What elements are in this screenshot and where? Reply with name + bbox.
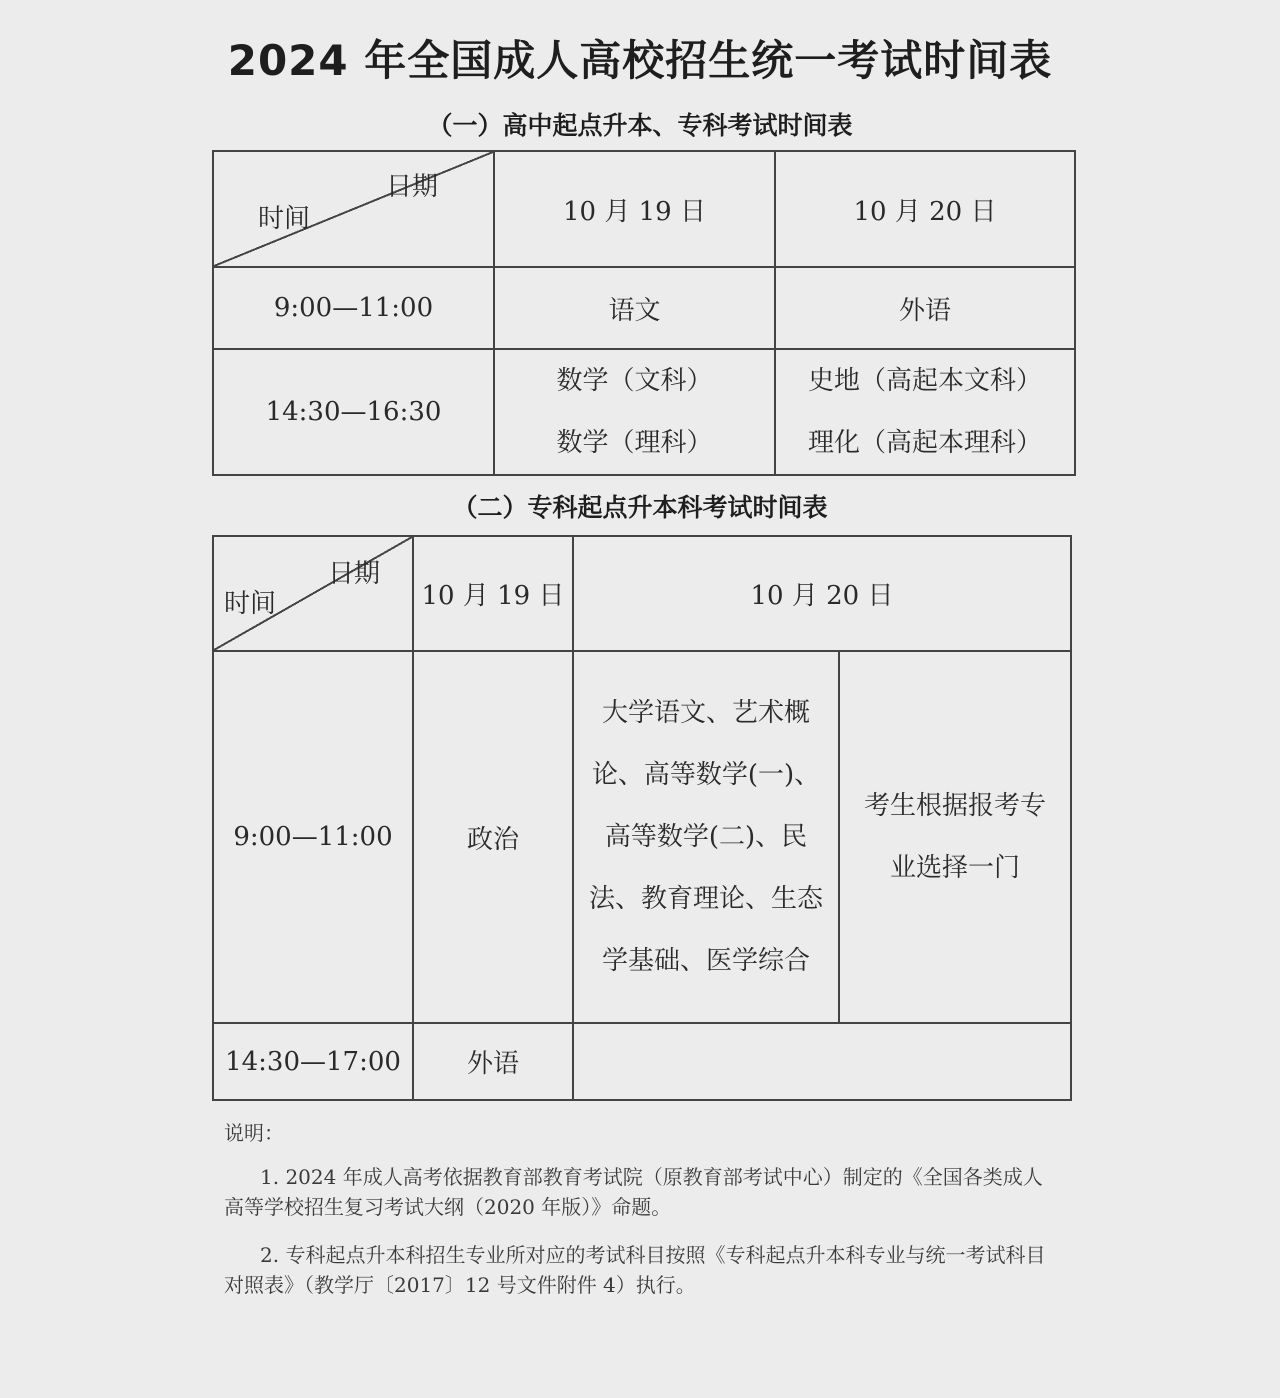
time-cell: 14:30—17:00 [213,1023,413,1100]
table-row [213,349,1075,475]
date-header: 10 月 20 日 [775,151,1075,267]
subject-line: 数学（文科） [556,366,713,396]
corner-cell [213,151,494,267]
note-line: 考生根据报考专 [863,791,1046,821]
corner-time-label: 时间 [258,204,311,234]
subject-line: 法、教育理论、生态 [588,884,823,914]
subject-line: 史地（高起本文科） [807,366,1042,396]
note-item: 2. 专科起点升本科招生专业所对应的考试科目按照《专科起点升本科专业与统一考试科目对照表》（教学厅〔2017〕12 号文件附件 4）执行。 [224,1243,1046,1297]
schedule-table-high-school [212,150,1076,476]
subject-line: 数学（理科） [556,428,713,458]
subject-line: 论、高等数学(一)、 [591,760,821,790]
subject-cell: 语文 [494,267,775,349]
subject-list-cell [573,651,839,1023]
note-item: 1. 2024 年成人高考依据教育部教育考试院（原教育部考试中心）制定的《全国各类成人高等学校招生复习考试大纲（2020 年版）》命题。 [224,1165,1043,1219]
table-row [213,267,1075,349]
subject-line: 高等数学(二)、民 [604,822,808,852]
section2-heading: （二）专科起点升本科考试时间表 [452,493,828,522]
corner-date-label: 日期 [327,559,380,589]
subject-cell [775,349,1075,475]
table-row [213,536,1071,651]
subject-line: 理化（高起本理科） [807,428,1042,458]
note-line: 业选择一门 [889,853,1020,883]
corner-date-label: 日期 [385,172,438,202]
subject-cell [494,349,775,475]
date-header: 10 月 20 日 [573,536,1071,651]
page-title: 2024 年全国成人高校招生统一考试时间表 [227,36,1053,85]
date-header: 10 月 19 日 [494,151,775,267]
corner-cell [213,536,413,651]
time-cell: 9:00—11:00 [213,267,494,349]
subject-line: 大学语文、艺术概 [601,698,810,728]
table-row [213,1023,1071,1100]
date-header: 10 月 19 日 [413,536,573,651]
time-cell: 14:30—16:30 [213,349,494,475]
time-cell: 9:00—11:00 [213,651,413,1023]
choose-note-cell [839,651,1071,1023]
subject-cell: 外语 [413,1023,573,1100]
table-row [213,651,1071,1023]
section1-heading: （一）高中起点升本、专科考试时间表 [427,111,853,140]
notes-heading: 说明： [224,1121,284,1145]
table-row [213,151,1075,267]
schedule-table-junior-college [212,535,1072,1101]
notes-section [224,1118,1054,1318]
subject-cell: 政治 [413,651,573,1023]
empty-cell [573,1023,1071,1100]
subject-line: 学基础、医学综合 [601,946,810,976]
corner-time-label: 时间 [224,589,277,619]
subject-cell: 外语 [775,267,1075,349]
